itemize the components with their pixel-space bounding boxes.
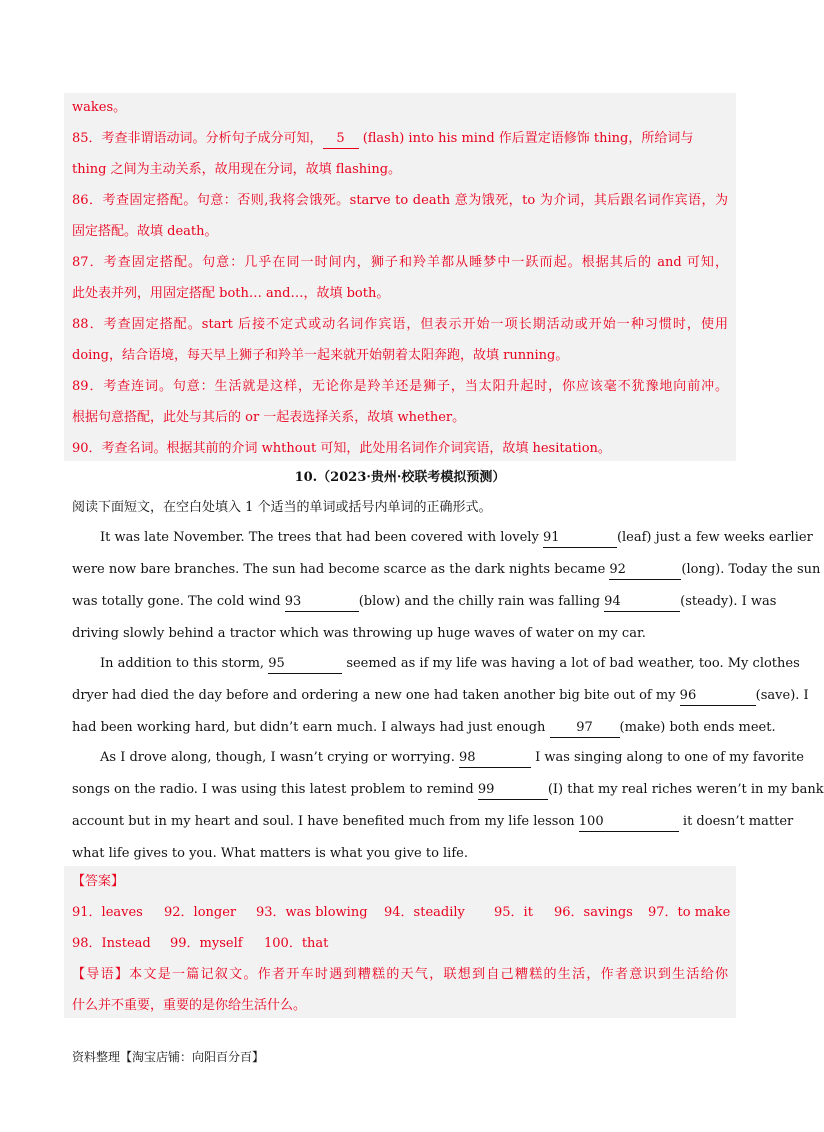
passage-line [72,712,776,743]
text: (I) that my real riches weren’t in my bank [547,782,824,797]
question-instruction: 阅读下面短文，在空白处填入 1 个适当的单词或括号内单词的正确形式。 [72,500,492,515]
passage-line [100,522,813,553]
answer-guide: 【导语】本文是一篇记叙文。作者开车时遇到糟糕的天气，联想到自己糟糕的生活，作者意识到生活给你 [72,967,728,982]
text: (flash) into his mind 作后置定语修饰 thing，所给词与 [362,131,694,146]
explanation-line: 此处表并列，用固定搭配 both… and…，故填 both。 [72,286,390,301]
passage-line [72,586,777,617]
passage-line [100,648,800,679]
explanation-89: 89．考查连词。句意：生活就是这样，无论你是羚羊还是狮子，当太阳升起时，你应该毫不犹豫地向前冲。 [72,379,728,394]
blank-92: 92 [609,561,681,580]
blank-97: 97 [550,719,620,738]
explanation-90: 90．考查名词。根据其前的介词 whthout 可知，此处用名词作介词宾语，故填 hesitation。 [72,441,611,456]
blank-100: 100 [579,813,679,832]
answer-97: 97．to make [648,905,731,920]
answer-row [72,897,731,928]
passage-line [72,680,809,711]
answer-100: 100．that [264,936,329,951]
explanation-88: 88．考查固定搭配。start 后接不定式或动名词作宾语，但表示开始一项长期活动或开始一种习惯时，使用 [72,317,728,332]
text: had been working hard, but didn’t earn much. I always had just enough [72,720,550,735]
blank-96: 96 [680,687,756,706]
answer-99: 99．myself [170,936,243,951]
text: (blow) and the chilly rain was falling [358,594,605,609]
text: (make) both ends meet. [619,720,776,735]
text: It was late November. The trees that had been covered with lovely [100,530,543,545]
text: (long). Today the sun [681,562,821,577]
text: dryer had died the day before and ordering a new one had taken another big bite out of my [72,688,680,703]
text: I was singing along to one of my favorite [530,750,804,765]
answer-98: 98．Instead [72,936,151,951]
answer-96: 96．savings [554,905,633,920]
blank-95: 95 [268,655,342,674]
text: were now bare branches. The sun had become scarce as the dark nights became [72,562,610,577]
page-footer: 资料整理【淘宝店铺：向阳百分百】 [72,1050,265,1064]
blank-5: 5 [323,130,359,149]
explanation-line: doing，结合语境，每天早上狮子和羚羊一起来就开始朝着太阳奔跑，故填 running。 [72,348,569,363]
passage-line [72,806,794,837]
text: (save). I [755,688,809,703]
text: songs on the radio. I was using this latest problem to remind [72,782,478,797]
text: (steady). I was [680,594,777,609]
text: As I drove along, though, I wasn’t crying or worrying. [100,750,459,765]
answer-95: 95．it [494,905,533,920]
blank-99: 99 [478,781,548,800]
passage-line: what life gives to you. What matters is what you give to life. [72,846,468,861]
passage-line [72,774,824,805]
answer-94: 94．steadily [384,905,465,920]
explanation-86: 86．考查固定搭配。句意：否则,我将会饿死。starve to death 意为饿死，to 为介词，其后跟名词作宾语，为 [72,193,728,208]
explanation-87: 87．考查固定搭配。句意：几乎在同一时间内，狮子和羚羊都从睡梦中一跃而起。根据其后的 and 可知， [72,255,728,270]
blank-94: 94 [604,593,680,612]
explanation-line: 固定搭配。故填 death。 [72,224,218,239]
answer-guide-cont: 什么并不重要，重要的是你给生活什么。 [72,998,307,1013]
explanation-line: 根据句意搭配，此处与其后的 or 一起表选择关系，故填 whether。 [72,410,466,425]
answer-93: 93．was blowing [256,905,368,920]
text: it doesn’t matter [678,814,794,829]
passage-line: driving slowly behind a tractor which was throwing up huge waves of water on my car. [72,626,646,641]
blank-91: 91 [543,529,617,548]
text: In addition to this storm, [100,656,269,671]
answer-header: 【答案】 [72,874,125,889]
blank-93: 93 [285,593,359,612]
text: (leaf) just a few weeks earlier [616,530,813,545]
explanation-85 [72,123,728,154]
answer-91: 91．leaves [72,905,143,920]
blank-98: 98 [459,749,531,768]
answer-92: 92．longer [164,905,237,920]
text: seemed as if my life was having a lot of bad weather, too. My clothes [342,656,800,671]
question-title: 10.（2023·贵州·校联考模拟预测） [294,470,506,485]
text: 85．考查非谓语动词。分析句子成分可知， [72,131,323,146]
text: account but in my heart and soul. I have benefited much from my life lesson [72,814,579,829]
answer-row [72,928,728,959]
explanation-line: wakes。 [72,100,127,115]
passage-line [100,742,804,773]
passage-line [72,554,821,585]
explanation-line: thing 之间为主动关系，故用现在分词，故填 flashing。 [72,162,402,177]
text: was totally gone. The cold wind [72,594,285,609]
